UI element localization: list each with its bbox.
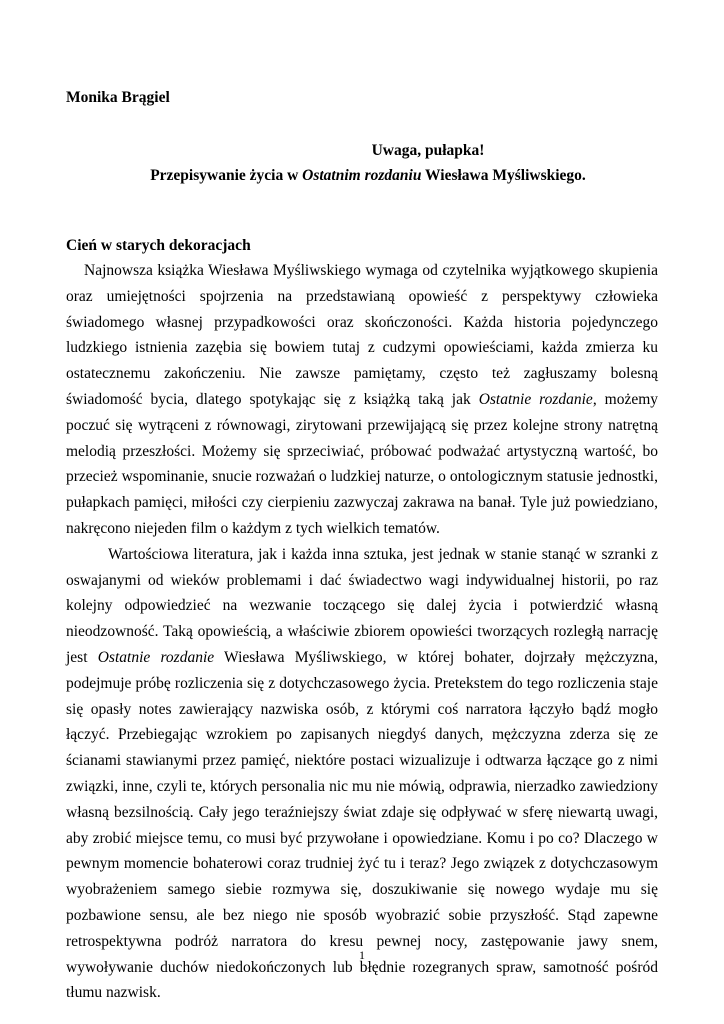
paragraph-1-book-title: Ostatnie rozdanie (478, 390, 593, 408)
title-line-1: Uwaga, pułapka! (371, 142, 485, 159)
paragraph-1-part-1: Najnowsza książka Wiesława Myśliwskiego wymaga od czytelnika wyjątkowego skupienia oraz umiejętności spojrzenia na przedstawianą opowieść z perspektywy człowieka świadomego własnej przypadkowości oraz skończoności. Każda historia pojedynczego ludzkiego istnienia zazębia się bowiem tutaj z cudzymi opowieściami, każda zmierza ku ostatecznemu zakończeniu. Nie zawsze pamiętamy, często też zagłuszamy bolesną świadomość bycia, dlatego spotykając się z książką taką jak (66, 262, 658, 408)
article-title (0, 138, 724, 188)
paragraph-1 (66, 258, 658, 542)
paragraph-2-part-2: Wiesława Myśliwskiego, w której bohater, dojrzały mężczyzna, podejmuje próbę rozliczenia się z dotychczasowego życia. Pretekstem do tego rozliczenia staje się opasły notes zawierający nazwiska osób, z którymi coś narratora łączyło bądź mogło łączyć. Przebiegając wzrokiem po zapisanych niegdyś danych, mężczyzna zderza się ze ścianami stawianymi przez pamięć, niektóre postaci wizualizuje i odtwarza łączące go z nimi związki, inne, czyli te, których personalia nic mu nie mówią, odprawia, nierzadko zawiedziony własną bezsilnością. Cały jego teraźniejszy świat zdaje się odpływać w sferę niewartą uwagi, aby zrobić miejsce temu, co musi być przywołane i opowiedziane. Komu i po co? Dlaczego w pewnym momencie bohaterowi coraz trudniej żyć tu i teraz? Jego związek z dotychczasowym wyobrażeniem samego siebie rozmywa się, doszukiwanie się nowego wydaje mu się pozbawione sensu, ale bez niego nie sposób wyobrazić sobie przyszłość. Stąd zapewne retrospektywna podróż narratora do kresu pewnej nocy, zastępowanie jawy snem, wywoływanie duchów niedokończonych lub błędnie rozegranych spraw, samotność pośród tłumu nazwisk. (66, 648, 659, 1002)
paragraph-2-book-title: Ostatnie rozdanie (97, 648, 215, 666)
author-name: Monika Brągiel (66, 89, 170, 106)
title-book-name: Ostatnim rozdaniu (302, 167, 422, 184)
paragraph-1-part-2: , możemy poczuć się wytrąceni z równowagi, zirytowani przewijającą się przez kolejne strony natrętną melodią przeszłości. Możemy się sprzeciwiać, próbować podważać artystyczną wartość, bo przecież wspominanie, snucie rozważań o ludzkiej naturze, o ontologicznym statusie jednostki, pułapkach pamięci, miłości czy cierpieniu zazwyczaj zakrawa na banał. Tyle już powiedziano, nakręcono niejeden film o każdym z tych wielkich tematów. (66, 390, 659, 537)
paragraph-2-part-1: Wartościowa literatura, jak i każda inna sztuka, jest jednak w stanie stanąć w szranki z oswajanymi od wieków problemami i dać świadectwo wagi indywidualnej historii, po raz kolejny odpowiedzieć na wezwanie toczącego się dalej życia i potwierdzić własną nieodzowność. Taką opowieścią, a właściwie zbiorem opowieści tworzących rozległą narrację jest (66, 545, 658, 666)
title-line-2 (0, 163, 724, 188)
page-number: 1 (359, 948, 365, 962)
body-text (66, 258, 658, 1006)
section-heading: Cień w starych dekoracjach (66, 237, 251, 254)
paragraph-2 (66, 542, 658, 1006)
title-line-2-end: Wiesława Myśliwskiego. (421, 167, 586, 184)
title-line-2-start: Przepisywanie życia w (150, 167, 303, 184)
